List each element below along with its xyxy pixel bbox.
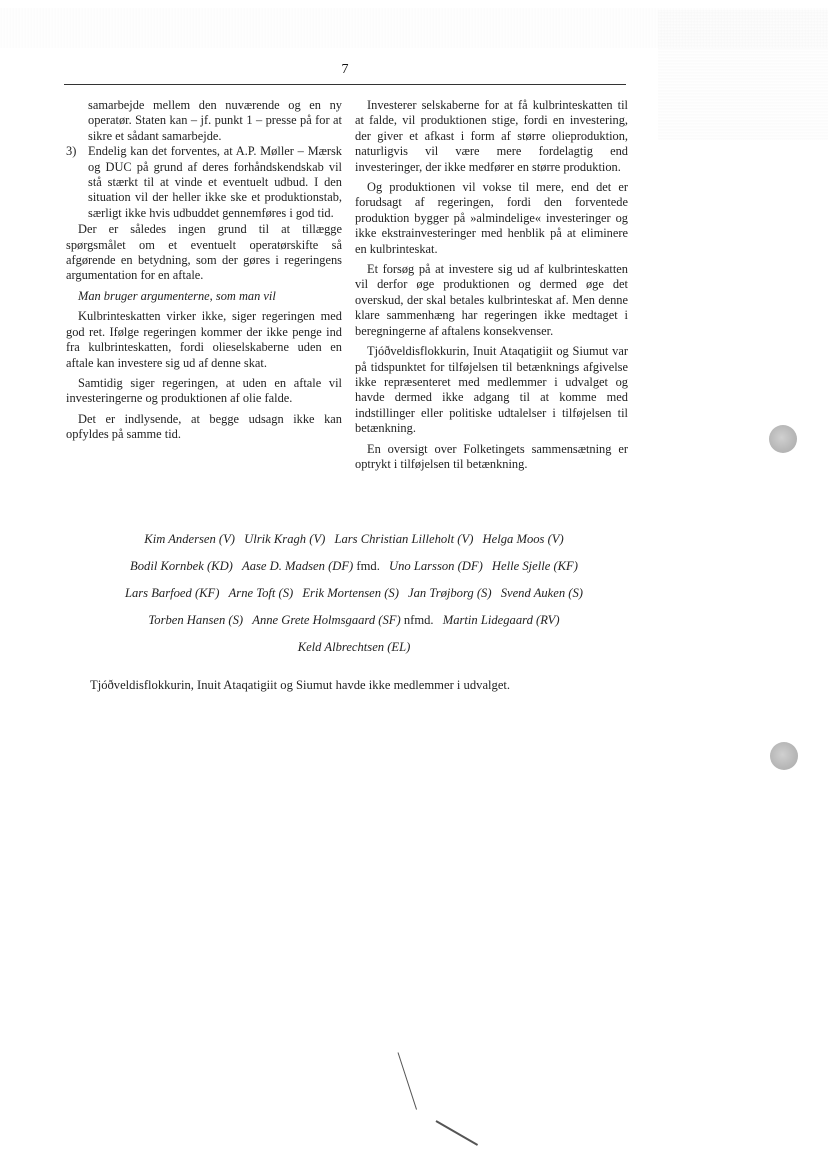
header-rule — [64, 84, 626, 85]
punch-hole-mark — [769, 425, 797, 453]
signature-name: Torben Hansen (S) — [148, 613, 244, 627]
signature-role: nfmd. — [403, 613, 434, 627]
signature-name: Svend Auken (S) — [500, 586, 583, 600]
paragraph-forsoeg: Et forsøg på at investere sig ud af kulbrinteskatten vil derfor øge produktionen og dermed øge det overskud, der skal betales kulbrinteskat af. Men denne klare sammenhæng har regeringen ikke medtaget i beregningerne af aftalens konsekvenser. — [355, 262, 628, 338]
signature-line — [64, 526, 644, 553]
signature-name: Uno Larsson (DF) — [389, 559, 483, 573]
paragraph-continuation: samarbejde mellem den nuværende og en ny operatør. Staten kan – jf. punkt 1 – presse på for at sikre et sådant samarbejde. — [88, 98, 342, 143]
signature-name: Erik Mortensen (S) — [302, 586, 399, 600]
paragraph-operator: Der er således ingen grund til at tillægge spørgsmålet om et eventuelt operatørskifte så afgørende en betydning, som der gøres i regeringens argumentation for en aftale. — [66, 222, 342, 283]
page-number: 7 — [341, 62, 349, 77]
scan-artifact-line — [398, 1052, 417, 1109]
signature-line — [64, 607, 644, 634]
section-heading: Man bruger argumenterne, som man vil — [78, 288, 276, 303]
signature-name: Keld Albrechtsen (EL) — [297, 640, 411, 654]
left-column — [66, 98, 342, 448]
list-item-number: 3) — [66, 144, 77, 159]
signature-name-text: Anne Grete Holmsgaard (SF) — [252, 613, 401, 627]
signature-line — [64, 634, 644, 661]
list-item-3 — [66, 144, 342, 221]
signature-block — [64, 526, 644, 661]
signature-name: Arne Toft (S) — [228, 586, 294, 600]
paragraph-produktionen: Og produktionen vil vokse til mere, end det er forudsagt af regeringen, fordi den forventede produktion bygger på »almindelige« investeringer og ikke ekstrainvesteringer med henblik på at eliminere en kulbrinteskat. — [355, 180, 628, 256]
scan-noise-right — [658, 10, 828, 140]
signature-name: Ulrik Kragh (V) — [244, 532, 326, 546]
signature-line — [64, 553, 644, 580]
paragraph-indlysende: Det er indlysende, at begge udsagn ikke kan opfyldes på samme tid. — [66, 411, 342, 442]
signature-line — [64, 580, 644, 607]
paragraph-samtidig: Samtidig siger regeringen, at uden en aftale vil investeringerne og produktionen af olie falde. — [66, 375, 342, 406]
signature-role: fmd. — [356, 559, 380, 573]
signature-name: Bodil Kornbek (KD) — [130, 559, 233, 573]
paragraph-kulbrinte: Kulbrinteskatten virker ikke, siger regeringen med god ret. Ifølge regeringen kommer der ikke penge ind fra kulbrinteskatten, fordi olieselskaberne uden en aftale kan investere sig ud af denne skat. — [66, 309, 342, 370]
signature-name-text: Aase D. Madsen (DF) — [242, 559, 354, 573]
signature-name — [252, 613, 433, 627]
right-column — [355, 98, 628, 477]
signature-name: Kim Andersen (V) — [144, 532, 236, 546]
signature-name: Helle Sjelle (KF) — [491, 559, 578, 573]
signature-name: Jan Trøjborg (S) — [408, 586, 492, 600]
signature-name: Lars Barfoed (KF) — [124, 586, 220, 600]
punch-hole-mark — [770, 742, 798, 770]
signature-name: Martin Lidegaard (RV) — [442, 613, 560, 627]
paragraph-oversigt: En oversigt over Folketingets sammensætning er optrykt i tilføjelsen til betænkning. — [355, 441, 628, 471]
paragraph-tjodveldis: Tjóðveldisflokkurin, Inuit Ataqatigiit og Siumut var på tidspunktet for tilføjelsen til betænknings afgivelse ikke repræsenteret med medlemmer i udvalget og havde dermed ikke adgang til at komme med indstillinger eller politiske udtalelser i tilføjelsen til betænkning. — [355, 344, 628, 436]
signature-name — [242, 559, 380, 573]
scan-artifact-line — [436, 1120, 479, 1146]
list-item-text: Endelig kan det forventes, at A.P. Møller – Mærsk og DUC på grund af deres forhåndskendskab vil stå stærkt til at vinde et eventuelt udbud. I den situation vil der heller ikke ske et produktionstab, særligt ikke hvis udbuddet gennemføres i god tid. — [88, 144, 342, 220]
signature-name: Helga Moos (V) — [482, 532, 564, 546]
signature-name: Lars Christian Lilleholt (V) — [334, 532, 474, 546]
closing-note: Tjóðveldisflokkurin, Inuit Ataqatigiit og Siumut havde ikke medlemmer i udvalget. — [90, 678, 511, 692]
paragraph-investerer: Investerer selskaberne for at få kulbrinteskatten til at falde, vil produktionen stige, fordi en investering, der giver et afkast i form af større olieproduktion, naturligvis vil være mere fordelagtig end investeringer, der ikke medfører en større produktion. — [355, 98, 628, 174]
